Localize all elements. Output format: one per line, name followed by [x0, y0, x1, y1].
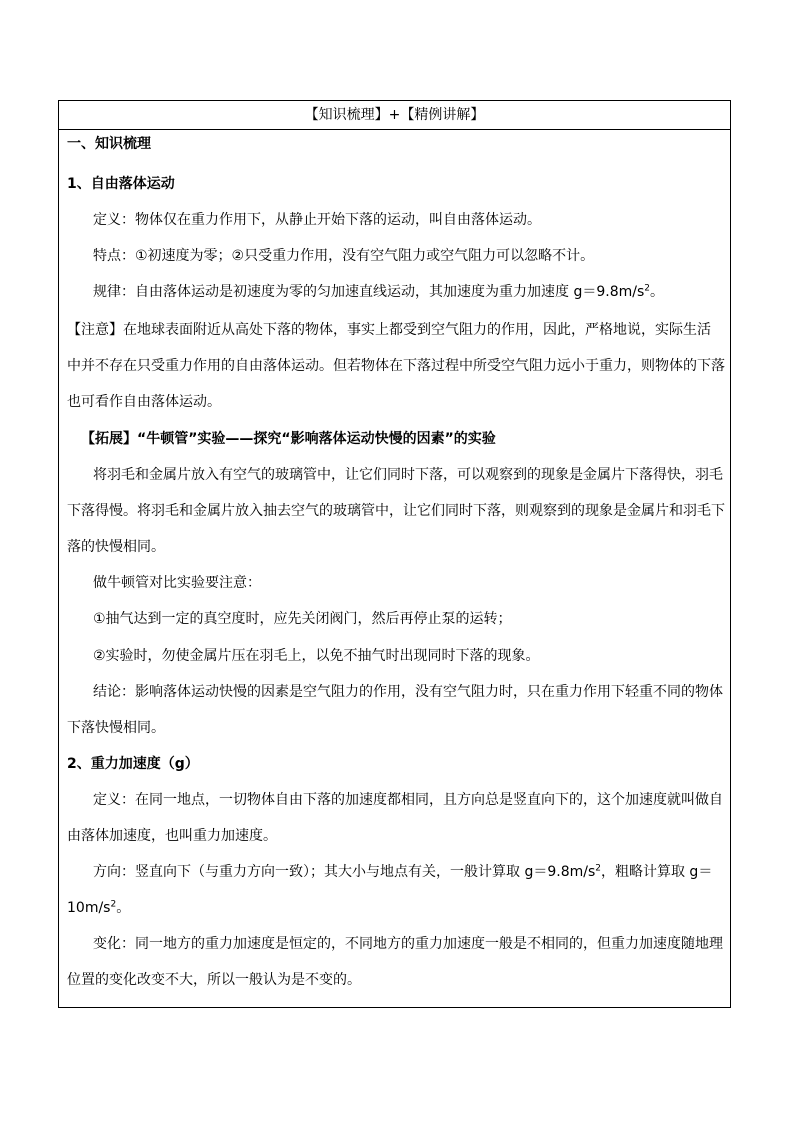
extension-title: 【拓展】“牛顿管”实验——探究“影响落体运动快慢的因素”的实验: [81, 431, 496, 447]
g-change-line: 位置的变化改变不大，所以一般认为是不变的。: [67, 972, 361, 988]
table-header: 【知识梳理】+【精例讲解】: [59, 101, 730, 130]
law-text: 规律：自由落体运动是初速度为零的匀加速直线运动，其加速度为重力加速度 $g=9.8m/s^2$。: [93, 283, 664, 300]
g-change-line: 变化：同一地方的重力加速度是恒定的，不同地方的重力加速度一般是不相同的，但重力加速度随地理: [93, 936, 723, 952]
note-line: 也可看作自由落体运动。: [67, 394, 221, 410]
conclusion-line: 下落快慢相同。: [67, 720, 165, 736]
experiment-line: 落的快慢相同。: [67, 539, 165, 555]
g-direction-line: 方向：竖直向下（与重力方向一致）；其大小与地点有关，一般计算取 $g=9.8m/s^2$，粗略计算取 g＝: [93, 863, 713, 880]
content-table: [58, 100, 731, 1008]
g-definition-line: 由落体加速度，也叫重力加速度。: [67, 828, 277, 844]
features-text: 特点：①初速度为零；②只受重力作用，没有空气阻力或空气阻力可以忽略不计。: [93, 248, 595, 264]
note-line: 中并不存在只受重力作用的自由落体运动。但若物体在下落过程中所受空气阻力远小于重力，则物体的下落: [67, 358, 725, 374]
g-definition-line: 定义：在同一地点，一切物体自由下落的加速度都相同，且方向总是竖直向下的，这个加速度就叫做自: [93, 792, 723, 808]
experiment-line: 下落得慢。将羽毛和金属片放入抽去空气的玻璃管中，让它们同时下落，则观察到的现象是金属片和羽毛下: [67, 503, 725, 519]
g-direction-line: $10m/s^2$。: [67, 899, 131, 916]
caution-intro: 做牛顿管对比实验要注意：: [93, 575, 261, 591]
caution-item-2: ②实验时，勿使金属片压在羽毛上，以免不抽气时出现同时下落的现象。: [93, 648, 540, 664]
section-title: 一、知识梳理: [67, 136, 151, 152]
experiment-line: 将羽毛和金属片放入有空气的玻璃管中，让它们同时下落，可以观察到的现象是金属片下落得快，羽毛: [93, 467, 723, 483]
subsection-1-title: 1、自由落体运动: [67, 176, 175, 192]
note-line: 【注意】在地球表面附近从高处下落的物体，事实上都受到空气阻力的作用，因此，严格地说，实际生活: [67, 322, 711, 338]
definition-text: 定义：物体仅在重力作用下，从静止开始下落的运动，叫自由落体运动。: [93, 212, 541, 228]
caution-item-1: ①抽气达到一定的真空度时，应先关闭阀门，然后再停止泵的运转；: [93, 611, 512, 627]
subsection-2-title: 2、重力加速度（g）: [67, 756, 199, 772]
conclusion-line: 结论：影响落体运动快慢的因素是空气阻力的作用，没有空气阻力时，只在重力作用下轻重不同的物体: [93, 684, 723, 700]
